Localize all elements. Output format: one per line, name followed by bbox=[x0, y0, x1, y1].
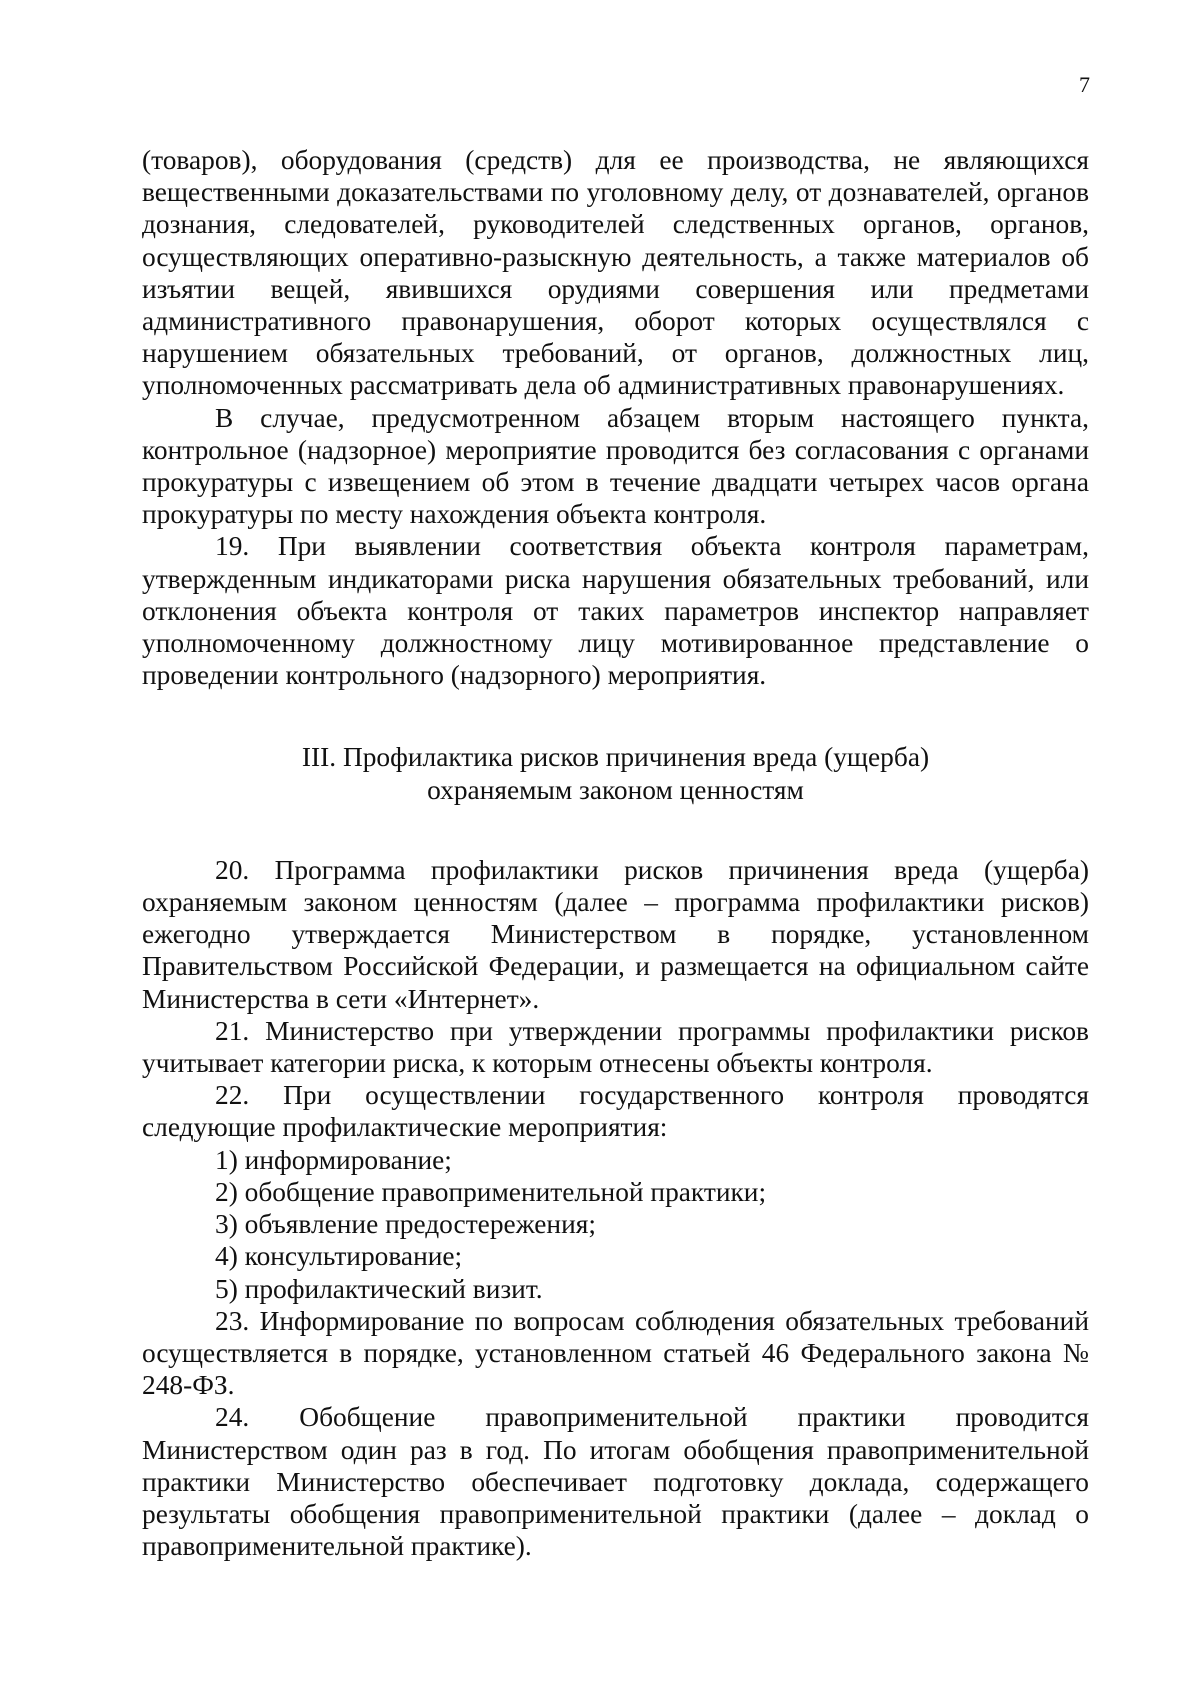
section-heading-line-1: III. Профилактика рисков причинения вреда (ущерба) bbox=[301, 742, 930, 773]
paragraph-22: 22. При осуществлении государственного контроля проводятся следующие профилактические мероприятия: bbox=[142, 1080, 1089, 1143]
page-number: 7 bbox=[1079, 72, 1090, 97]
section-heading bbox=[142, 741, 1089, 805]
list-item: 4) консультирование; bbox=[215, 1241, 463, 1272]
paragraph-20: 20. Программа профилактики рисков причинения вреда (ущерба) охраняемым законом ценностям (далее – программа профилактики рисков) ежегодно утверждается Министерством в порядке, установленном Правительством Российской Федерации, и размещается на официальном сайте Министерства в сети «Интернет». bbox=[142, 854, 1089, 1014]
paragraph-23: 23. Информирование по вопросам соблюдения обязательных требований осуществляется в порядке, установленном статьей 46 Федерального закона № 248-ФЗ. bbox=[142, 1305, 1089, 1401]
paragraph-24: 24. Обобщение правоприменительной практики проводится Министерством один раз в год. По итогам обобщения правоприменительной практики Министерство обеспечивает подготовку доклада, содержащего результаты обобщения правоприменительной практики (далее – доклад о правоприменительной практике). bbox=[142, 1402, 1089, 1562]
section-heading-line-2: охраняемым законом ценностям bbox=[427, 774, 804, 805]
list-item: 3) объявление предостережения; bbox=[215, 1209, 596, 1240]
paragraph-21: 21. Министерство при утверждении программы профилактики рисков учитывает категории риска, к которым отнесены объекты контроля. bbox=[142, 1015, 1089, 1079]
paragraph-abzac: В случае, предусмотренном абзацем вторым настоящего пункта, контрольное (надзорное) мероприятие проводится без согласования с органами прокуратуры с извещением об этом в течение двадцати четырех часов органа прокуратуры по месту нахождения объекта контроля. bbox=[142, 402, 1089, 530]
list-item: 5) профилактический визит. bbox=[215, 1273, 543, 1304]
list-item: 2) обобщение правоприменительной практики; bbox=[215, 1176, 767, 1207]
list-item: 1) информирование; bbox=[215, 1144, 452, 1175]
paragraph-continuation: (товаров), оборудования (средств) для ее производства, не являющихся вещественными доказательствами по уголовному делу, от дознавателей, органов дознания, следователей, руководителей следственных органов, органов, осуществляющих оперативно-разыскную деятельность, а также материалов об изъятии вещей, явившихся орудиями совершения или предметами административного правонарушения, оборот которых осуществлялся с нарушением обязательных требований, от органов, должностных лиц, уполномоченных рассматривать дела об административных правонарушениях. bbox=[142, 145, 1089, 401]
paragraph-19: 19. При выявлении соответствия объекта контроля параметрам, утвержденным индикаторами риска нарушения обязательных требований, или отклонения объекта контроля от таких параметров инспектор направляет уполномоченному должностному лицу мотивированное представление о проведении контрольного (надзорного) мероприятия. bbox=[142, 531, 1089, 691]
document-body bbox=[142, 144, 1089, 1562]
